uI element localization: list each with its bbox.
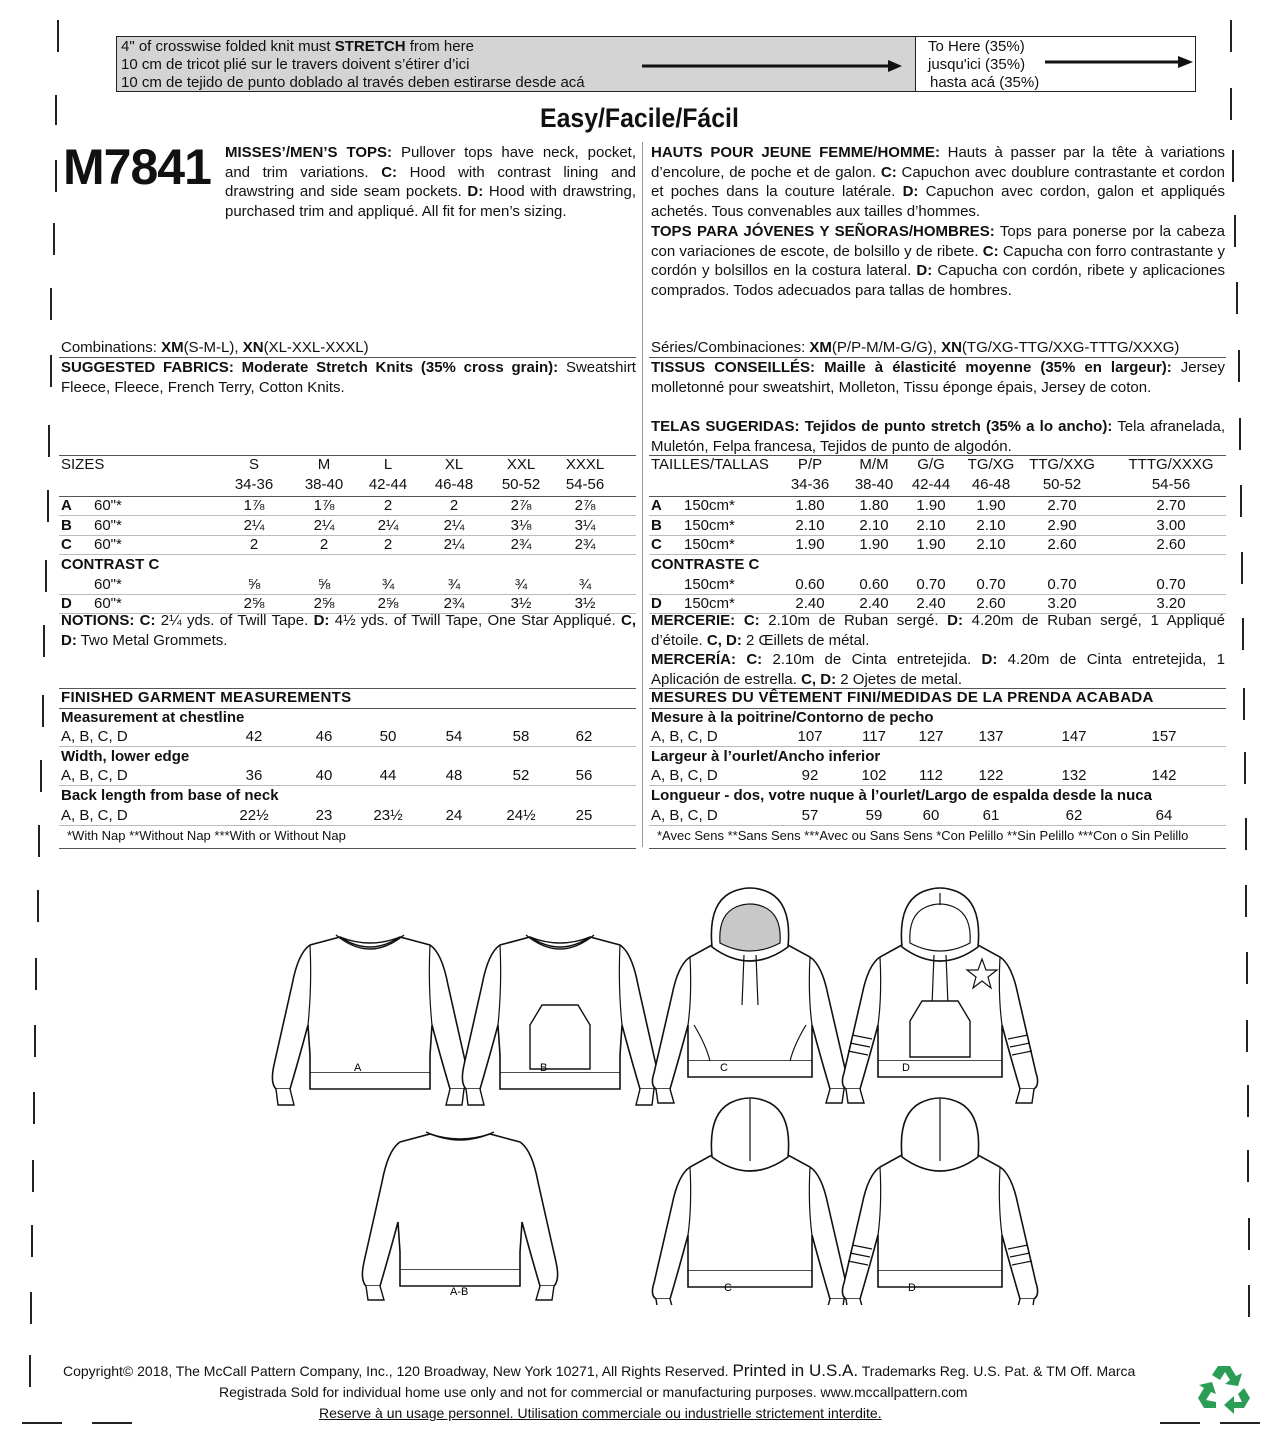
gauge-right-line: hasta acá (35%) [930,74,1040,91]
size-range: 34-36 [790,475,830,493]
yardage-value: 2.60 [1047,536,1077,554]
footer-usage: Registrada Sold for individual home use only and not for commercial or manufacturing purposes. www.mccallpattern.com [219,1384,968,1400]
recycle-icon [1196,1362,1252,1414]
stretch-arrows [640,52,1220,76]
footer-copyright: Copyright© 2018, The McCall Pattern Company, Inc., 120 Broadway, New York 10271, All Rights Reserved. Printed in U.S.A. Trademarks Reg. U.S. Pat. & TM Off. Marca [63,1361,1136,1380]
yardage-value: 2.60 [1156,536,1186,554]
fabric-width: 60"* [94,497,122,515]
measurement-value: 58 [512,728,530,746]
gauge-left-line [121,56,469,74]
yardage-value: 2.10 [795,516,825,534]
size-label: XXXL [565,456,605,473]
view-a-b-back-illustration [362,1132,557,1300]
notions-es: MERCERÍA: C: 2.10m de Cinta entretejida. D: 4.20m de Cinta entretejida, 1 Aplicación de estrella. C, D: 2 Ojetes de metal. [651,651,1225,688]
garment-illustrations [240,865,1040,1305]
suggested-fabrics-en: SUGGESTED FABRICS: Moderate Stretch Knits (35% cross grain): Sweatshirt Fleece, Fleece, French Terry, Cotton Knits. [61,359,636,396]
measurement-value: 23½ [373,806,403,824]
view-letter: C [651,536,662,554]
yardage-value: 2¼ [443,516,465,534]
fabric-width: 60"* [94,536,122,554]
rule [649,848,1226,849]
yardage-value: ¾ [447,575,461,593]
view-c-illustration [652,888,847,1103]
yardage-value: 2.70 [1047,497,1077,515]
gauge-text: 4" of crosswise folded knit must [121,38,335,55]
yardage-value: 3½ [574,595,596,613]
description-fr: HAUTS POUR JEUNE FEMME/HOMME: Hauts à passer par la tête à variations d’encolure, de poche et de galon. C: Capuchon avec doublure contrastante et cordon et poches dans la couture latérale. D: Capuchon avec cordon, galon et appliqués achetés. Tous convenables aux tailles d’hommes. [651,144,1225,221]
measurement-views: A, B, C, D [651,806,718,824]
measurement-value: 56 [575,767,593,785]
measurement-value: 92 [801,767,819,785]
yardage-value: 2 [319,536,329,554]
rule [649,825,1226,826]
yardage-value: 1⅞ [243,497,265,515]
measurement-value: 44 [379,767,397,785]
fabric-width: 150cm* [684,536,735,554]
combinations-fr: Séries/Combinaciones: XM(P/P-M/M-G/G), XN(TG/XG-TTG/XXG-TTTG/XXXG) [651,339,1180,356]
fabric-width: 60"* [94,575,122,593]
yardage-value: 2 [383,497,393,515]
yardage-value: 2 [383,536,393,554]
yardage-value: ⅝ [317,575,331,593]
size-label: L [383,456,393,473]
view-label: C [720,1062,728,1074]
measurement-value: 36 [245,767,263,785]
size-label: G/G [917,456,945,473]
view-label: C [724,1282,732,1294]
measurement-value: 40 [315,767,333,785]
measurement-value: 22½ [239,806,269,824]
size-label: TG/XG [967,456,1015,473]
size-range: 46-48 [434,475,474,493]
notions-en: NOTIONS: C: 2¼ yds. of Twill Tape. D: 4½ yds. of Twill Tape, One Star Appliqué. C, D: Two Metal Grommets. [61,612,637,649]
measurement-value: 52 [512,767,530,785]
size-label: XL [444,456,464,473]
measurement-views: A, B, C, D [61,728,128,746]
view-a-illustration [272,935,467,1105]
view-c-back-illustration [652,1098,847,1305]
measurement-label: Longueur - dos, votre nuque à l’ourlet/Largo de espalda desde la nuca [651,787,1152,804]
pattern-number: M7841 [63,139,211,195]
yardage-value: 2¼ [243,516,265,534]
measurement-value: 48 [445,767,463,785]
fabric-width: 150cm* [684,595,735,613]
yardage-value: 2¼ [377,516,399,534]
view-letter: D [61,595,72,613]
description-en: MISSES’/MEN’S TOPS: Pullover tops have neck, pocket, and trim variations. C: Hood with contrast lining and drawstring and side seam pockets. D: Hood with drawstring, purchased trim and appliqué. All fit for men’s sizing. [225,144,636,221]
measurement-value: 137 [978,728,1004,746]
gauge-text: from here [405,38,474,55]
measurement-value: 54 [445,728,463,746]
measurement-views: A, B, C, D [61,767,128,785]
measurement-value: 107 [797,728,823,746]
yardage-value: 2¾ [510,536,532,554]
yardage-value: 0.60 [859,575,889,593]
measurement-value: 64 [1155,806,1173,824]
measurement-views: A, B, C, D [61,806,128,824]
size-range: 54-56 [565,475,605,493]
yardage-value: 2.10 [916,516,946,534]
measurement-value: 50 [379,728,397,746]
yardage-value: 2⅞ [510,497,532,515]
yardage-value: 3½ [510,595,532,613]
yardage-value: 2.10 [976,536,1006,554]
contrast-label: CONTRAST C [61,556,160,573]
view-d-back-illustration [842,1098,1037,1305]
yardage-value: ¾ [381,575,395,593]
size-label: P/P [797,456,823,473]
yardage-value: 3¼ [574,516,596,534]
yardage-value: 2.10 [859,516,889,534]
measurements-title: MESURES DU VÊTEMENT FINI/MEDIDAS DE LA PRENDA ACABADA [651,689,1154,706]
yardage-value: 1⅞ [313,497,335,515]
view-label: A-B [450,1286,469,1298]
gauge-text: 10 cm de tricot plié sur le travers doivent s’étirer d’ici [121,56,470,73]
yardage-value: 2⅝ [377,595,399,613]
measurement-value: 46 [315,728,333,746]
yardage-value: ¾ [578,575,592,593]
size-range: 38-40 [854,475,894,493]
size-range: 34-36 [234,475,274,493]
rule [59,515,636,516]
column-divider [642,142,643,847]
size-label: M [317,456,331,473]
rule [59,848,636,849]
yardage-value: 2¼ [313,516,335,534]
rule [59,496,636,497]
yardage-value: 1.80 [859,497,889,515]
measurement-value: 24½ [506,806,536,824]
gauge-left-line [121,38,474,56]
notions-fr: MERCERIE: C: 2.10m de Ruban sergé. D: 4.20m de Ruban sergé, 1 Appliqué d’étoile. C, D: 2 Œillets de métal. [651,612,1226,649]
yardage-value: 2.70 [1156,497,1186,515]
contrast-label: CONTRASTE C [651,556,760,573]
yardage-value: 2¼ [443,536,465,554]
view-b-illustration [462,935,657,1105]
gauge-stretch-word: STRETCH [334,38,406,55]
measurement-value: 117 [862,728,886,746]
measurement-value: 157 [1151,728,1177,746]
yardage-value: 0.70 [916,575,946,593]
yardage-value: 2⅞ [574,497,596,515]
yardage-value: 1.90 [976,497,1006,515]
yardage-value: 2.40 [916,595,946,613]
measurement-value: 59 [865,806,883,824]
footer-reserve: Reserve à un usage personnel. Utilisation commerciale ou industrielle strictement interdite. [319,1405,882,1421]
suggested-fabrics-fr: TISSUS CONSEILLÉS: Maille à élasticité moyenne (35% en largeur): Jersey molletonné pour sweatshirt, Molleton, Tissu éponge épais, Jersey de coton. [651,359,1225,396]
view-letter: B [61,516,72,534]
gauge-right-line: jusqu'ici (35%) [928,56,1026,73]
size-range: 42-44 [368,475,408,493]
yardage-value: 2 [449,497,459,515]
size-range: 42-44 [911,475,951,493]
yardage-value: 2¾ [574,536,596,554]
suggested-fabrics-es: TELAS SUGERIDAS: Tejidos de punto stretch (35% a lo ancho): Tela afranelada, Muletón, Felpa francesa, Tejidos de punto de algodón. [651,418,1226,455]
measurement-value: 57 [801,806,819,824]
yardage-value: 3.20 [1156,595,1186,613]
fabric-width: 150cm* [684,575,735,593]
combinations-en: Combinations: XM(S-M-L), XN(XL-XXL-XXXL) [61,339,369,356]
measurement-views: A, B, C, D [651,767,718,785]
measurement-label: Mesure à la poitrine/Contorno de pecho [651,708,934,726]
measurement-value: 142 [1151,767,1177,785]
yardage-value: 3⅛ [510,516,532,534]
size-label: S [248,456,260,473]
view-label: B [540,1062,548,1074]
rule [59,825,636,826]
size-label: TTG/XXG [1029,456,1095,473]
yardage-value: ¾ [514,575,528,593]
measurement-label: Back length from base of neck [61,787,279,804]
view-letter: B [651,516,662,534]
view-letter: C [61,536,72,554]
yardage-value: 2.40 [859,595,889,613]
measurement-value: 102 [861,767,887,785]
view-label: A [354,1062,362,1074]
rule [59,535,636,536]
size-range: 38-40 [304,475,344,493]
measurement-value: 112 [919,767,943,785]
yardage-value: 1.90 [916,497,946,515]
yardage-value: 1.90 [795,536,825,554]
gauge-text: 10 cm de tejido de punto doblado al través deben estirarse desde acá [121,74,585,91]
view-label: D [902,1062,910,1074]
description-es: TOPS PARA JÓVENES Y SEÑORAS/HOMBRES: Tops para ponerse por la cabeza con variaciones de escote, de bolsillo y de ribete. C: Capucha con forro contrastante y cordón y bolsillos en la costura lateral. D: Capucha con cordón, ribete y aplicaciones comprados. Todos adecuados para tallas de hombres. [651,223,1225,300]
yardage-value: 2.90 [1047,516,1077,534]
measurement-value: 23 [315,806,333,824]
measurement-value: 122 [978,767,1004,785]
measurement-views: A, B, C, D [651,728,718,746]
view-label: D [908,1282,916,1294]
measurement-value: 60 [922,806,940,824]
yardage-value: 2.10 [976,516,1006,534]
measurement-value: 62 [575,728,593,746]
measurement-value: 25 [575,806,593,824]
measurement-label: Width, lower edge [61,747,190,765]
yardage-value: 2⅝ [313,595,335,613]
fabric-width: 150cm* [684,516,735,534]
size-range: 50-52 [1042,475,1082,493]
size-label: TTTG/XXXG [1128,456,1214,473]
fabric-width: 150cm* [684,497,735,515]
measurement-label: Largeur à l’ourlet/Ancho inferior [651,747,881,765]
view-letter: A [651,497,662,515]
yardage-value: ⅝ [247,575,261,593]
gauge-left-line [121,74,585,92]
yardage-value: 2¾ [443,595,465,613]
measurement-value: 147 [1061,728,1087,746]
measurement-value: 127 [918,728,944,746]
view-letter: D [651,595,662,613]
yardage-value: 1.90 [859,536,889,554]
measurements-footnote: *Avec Sens **Sans Sens ***Avec ou Sans Sens *Con Pelillo **Sin Pelillo ***Con o Sin Pelillo [657,828,1189,844]
size-label: XXL [506,456,536,473]
measurements-title: FINISHED GARMENT MEASUREMENTS [61,689,352,706]
yardage-value: 3.00 [1156,516,1186,534]
yardage-value: 1.80 [795,497,825,515]
measurement-value: 24 [445,806,463,824]
sizes-header: SIZES [61,456,105,473]
yardage-value: 0.70 [976,575,1006,593]
view-letter: A [61,497,72,515]
yardage-value: 0.70 [1047,575,1077,593]
yardage-value: 2.60 [976,595,1006,613]
measurements-footnote: *With Nap **Without Nap ***With or Without Nap [67,828,346,844]
measurement-value: 132 [1061,767,1087,785]
yardage-value: 2⅝ [243,595,265,613]
measurement-value: 62 [1065,806,1083,824]
rule [59,594,636,595]
gauge-right-line: To Here (35%) [928,38,1025,55]
rule [59,455,636,456]
yardage-value: 1.90 [916,536,946,554]
yardage-value: 3.20 [1047,595,1077,613]
sizes-header: TAILLES/TALLAS [651,456,769,473]
fabric-width: 60"* [94,595,122,613]
size-range: 46-48 [971,475,1011,493]
measurement-label: Measurement at chestline [61,708,245,726]
yardage-value: 2.40 [795,595,825,613]
difficulty-title: Easy/Facile/Fácil [540,103,739,133]
measurement-value: 42 [245,728,263,746]
size-label: M/M [859,456,889,473]
view-d-illustration [842,888,1037,1103]
yardage-value: 0.60 [795,575,825,593]
yardage-value: 0.70 [1156,575,1186,593]
size-range: 54-56 [1151,475,1191,493]
yardage-value: 2 [249,536,259,554]
size-range: 50-52 [501,475,541,493]
measurement-value: 61 [982,806,1000,824]
fabric-width: 60"* [94,516,122,534]
